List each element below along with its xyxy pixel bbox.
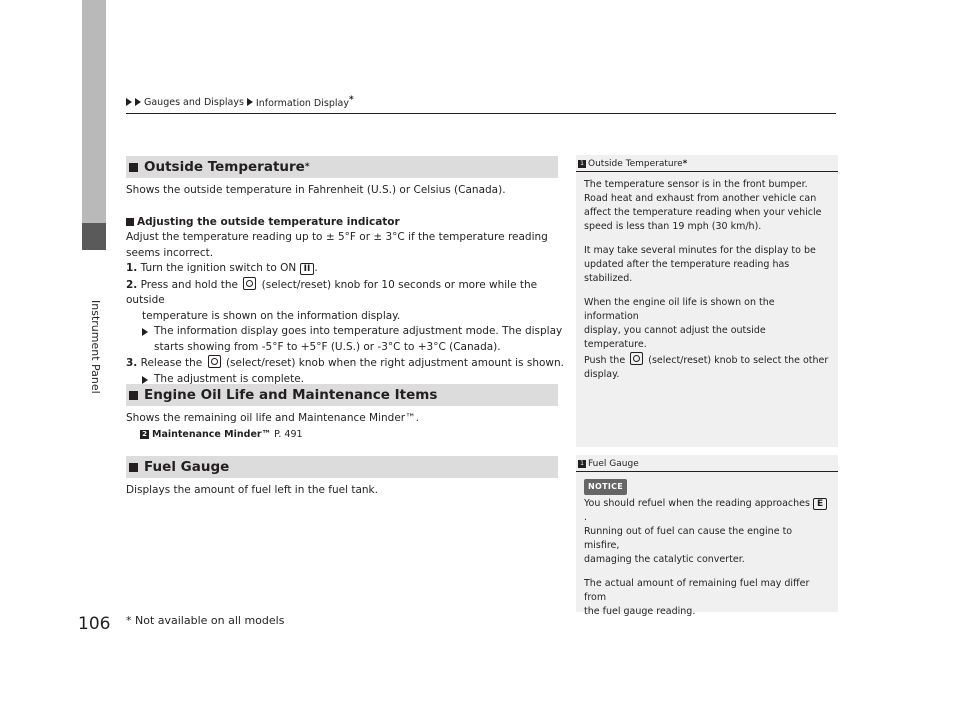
side-note-title: 1 Fuel Gauge [576, 455, 838, 471]
step-1: 1. Turn the ignition switch to ON II . [126, 262, 318, 274]
side-note-title: 1 Outside Temperature * [576, 155, 838, 171]
side-note-body: The temperature sensor is in the front bumper. Road heat and exhaust from another vehicle can affect the temperature reading when your vehicle speed is less than 19 mph (30 km/h). It may take several minutes for the display to be updated after the temperature reading has stabilized. When the engine oil life is shown on the information display, you cannot adjust the outside temperature. Push the (select/reset) knob to select the other display. [584, 179, 829, 380]
notice-badge: NOTICE [584, 479, 627, 495]
step-3-result: The adjustment is complete. [126, 372, 566, 388]
square-bullet-icon [129, 163, 138, 172]
chapter-tab [82, 0, 106, 250]
note-number-icon: 1 [578, 160, 586, 168]
square-bullet-icon [129, 391, 138, 400]
breadcrumb-arrow-icon [247, 98, 253, 106]
breadcrumb-arrow-icon [126, 98, 132, 106]
footnote: * Not available on all models [126, 614, 285, 627]
page-number: 106 [78, 614, 111, 634]
breadcrumb [126, 95, 354, 109]
select-reset-knob-icon [208, 355, 221, 368]
chapter-tab-marker [82, 223, 106, 250]
section-heading-outside-temperature: Outside Temperature * [126, 156, 558, 178]
note-number-icon: 1 [578, 460, 586, 468]
cross-reference-link[interactable]: 2 Maintenance Minder™ P. 491 [126, 427, 566, 443]
select-reset-knob-icon [243, 277, 256, 290]
step-2-result: The information display goes into temperature adjustment mode. The display starts showing from -5°F to +5°F (U.S.) or -3°C to +3°C (Canada). [126, 324, 566, 355]
fuel-empty-e-icon: E [813, 498, 827, 510]
breadcrumb-item[interactable]: Gauges and Displays [144, 96, 244, 108]
fuel-gauge-text: Displays the amount of fuel left in the fuel tank. [126, 484, 378, 496]
intro-text: Shows the outside temperature in Fahrenheit (U.S.) or Celsius (Canada). [126, 184, 506, 196]
header-divider [126, 113, 836, 114]
side-note-outside-temperature [576, 155, 838, 447]
breadcrumb-item[interactable]: Information Display* [255, 95, 354, 110]
square-bullet-icon [129, 463, 138, 472]
step-3: 3. Release the (select/reset) knob when the right adjustment amount is shown. [126, 357, 564, 369]
side-note-body: NOTICE You should refuel when the reading approaches E. Running out of fuel can cause the engine to misfire, damaging the catalytic converter. The actual amount of remaining fuel may differ from the fuel gauge reading. [576, 472, 838, 619]
select-reset-knob-icon [630, 352, 643, 365]
ignition-on-key-icon: II [300, 263, 315, 275]
reference-icon: 2 [140, 430, 149, 439]
description-text: Adjust the temperature reading up to ± 5°F or ± 3°C if the temperature reading seems incorrect. [126, 231, 548, 259]
breadcrumb-arrow-icon [135, 98, 141, 106]
section-heading-engine-oil-life: Engine Oil Life and Maintenance Items [126, 384, 558, 406]
chapter-label: Instrument Panel [89, 300, 102, 394]
square-bullet-icon [126, 218, 134, 226]
step-2-continued: temperature is shown on the information display. [142, 309, 401, 322]
section-heading-fuel-gauge: Fuel Gauge [126, 456, 558, 478]
side-note-fuel-gauge [576, 455, 838, 617]
result-arrow-icon [142, 376, 148, 384]
step-2: 2. Press and hold the (select/reset) knob for 10 seconds or more while the outside [126, 278, 538, 306]
oil-life-text: Shows the remaining oil life and Maintenance Minder™. [126, 412, 419, 424]
outside-temperature-body [126, 183, 566, 387]
engine-oil-life-body [126, 411, 566, 442]
subsection-heading: Adjusting the outside temperature indicator [126, 215, 566, 231]
result-arrow-icon [142, 328, 148, 336]
